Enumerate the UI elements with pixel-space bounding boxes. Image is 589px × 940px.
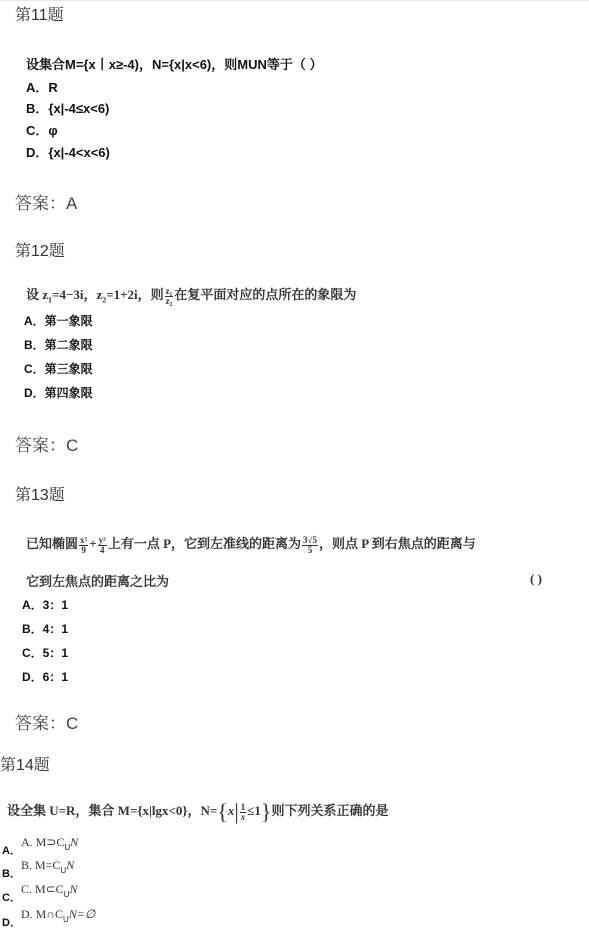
option-text: B. M=C [20,858,61,872]
question-13-option-a: A．3：1 [22,598,69,612]
right-brace: } [260,799,272,825]
question-12-option-d: D．第四象限 [24,386,93,400]
fraction-denominator: 5 [307,544,313,555]
stem-text: =1+2i，则 [106,287,164,302]
plus-sign: + [89,536,97,551]
question-12-option-a: A．第一象限 [24,314,93,328]
question-12-option-c: C．第三象限 [24,362,93,376]
stem-text: ≤1 [247,803,261,818]
fraction-denominator: 4 [99,544,105,555]
question-13-option-d: D．6：1 [22,670,69,684]
question-13-option-c: C．5：1 [22,646,69,660]
question-11-title: 第11题 [15,7,64,24]
subscript: 1 [48,295,53,305]
question-11-answer: 答案：A [15,194,78,213]
fraction-3sqrt5-over-5 [302,536,318,555]
question-14-stem [7,799,389,825]
option-letter: A． [2,845,21,857]
stem-text: 设全集 U=R，集合 M={x|lgx<0}，N= [7,803,218,818]
subscript: 2 [102,295,107,305]
fraction-numerator: y² [98,534,106,545]
question-11-option-c: C．φ [26,123,58,138]
fraction-numerator: x² [80,534,88,545]
question-13-title: 第13题 [15,487,65,504]
option-text: N [70,835,79,849]
question-12-option-b: B．第二象限 [24,338,93,352]
option-text: C. M⊂C [20,882,64,896]
option-text: A. M⊃C [20,835,65,849]
option-text: N=∅ [68,907,96,921]
stem-text: =4−3i，z [52,287,103,302]
question-12-answer: 答案：C [15,436,79,455]
question-11-option-d: D．{x|-4<x<6) [26,145,110,160]
question-11-option-b: B．{x|-4≤x<6) [26,101,110,116]
question-13-stem [26,533,476,555]
question-14-option-b [2,856,75,880]
stem-text: 已知椭圆 [26,536,79,551]
question-13-option-b: B．4：1 [22,622,69,636]
stem-text: 上有一点 P，它到左准线的距离为 [107,536,302,551]
question-14-title: 第14题 [0,757,50,774]
question-14-option-c [2,880,78,904]
fraction-y2-over-4 [98,536,107,555]
fraction-numerator: 1 [240,801,246,812]
option-letter: C． [2,892,21,904]
fraction-x2-over-9 [79,536,88,555]
question-14-option-a [2,833,79,857]
fraction [165,287,174,306]
variable-x: x [227,803,235,818]
fraction-denominator: z₂ [165,295,173,306]
fraction-denominator: x [240,811,246,822]
top-divider [0,0,589,1]
left-brace: { [217,799,228,825]
stem-text: 则下列关系正确的是 [271,803,389,818]
subscript: U [64,843,71,853]
option-text: N [69,882,78,896]
fraction-1-over-x [240,803,247,822]
question-14-option-d [2,905,96,929]
option-text: N [66,858,75,872]
stem-text: 设 z [26,287,49,302]
question-13-stem-line2: 它到左焦点的距离之比为 [26,574,170,589]
option-letter: D． [2,917,21,929]
fraction-numerator: z₁ [165,285,173,296]
option-letter: B． [2,868,21,880]
fraction-numerator: 3√5 [303,534,317,545]
question-11-stem: 设集合M={x丨x≥-4)，N={x|x<6)，则MUN等于（ ） [26,57,323,72]
stem-text: ，则点 P 到右焦点的距离与 [319,536,476,551]
answer-parentheses: ( ) [530,571,542,586]
subscript: U [60,866,67,876]
subscript: U [62,915,69,925]
question-13-answer: 答案：C [15,714,79,733]
fraction-denominator: 9 [81,544,86,555]
subscript: U [63,890,70,900]
question-11-option-a: A．R [26,80,58,95]
stem-text: 在复平面对应的点所在的象限为 [174,287,357,302]
option-text: D. M∩C [20,907,63,921]
question-12-title: 第12题 [15,243,65,260]
set-bar: | [234,799,239,825]
question-12-stem [26,284,356,306]
